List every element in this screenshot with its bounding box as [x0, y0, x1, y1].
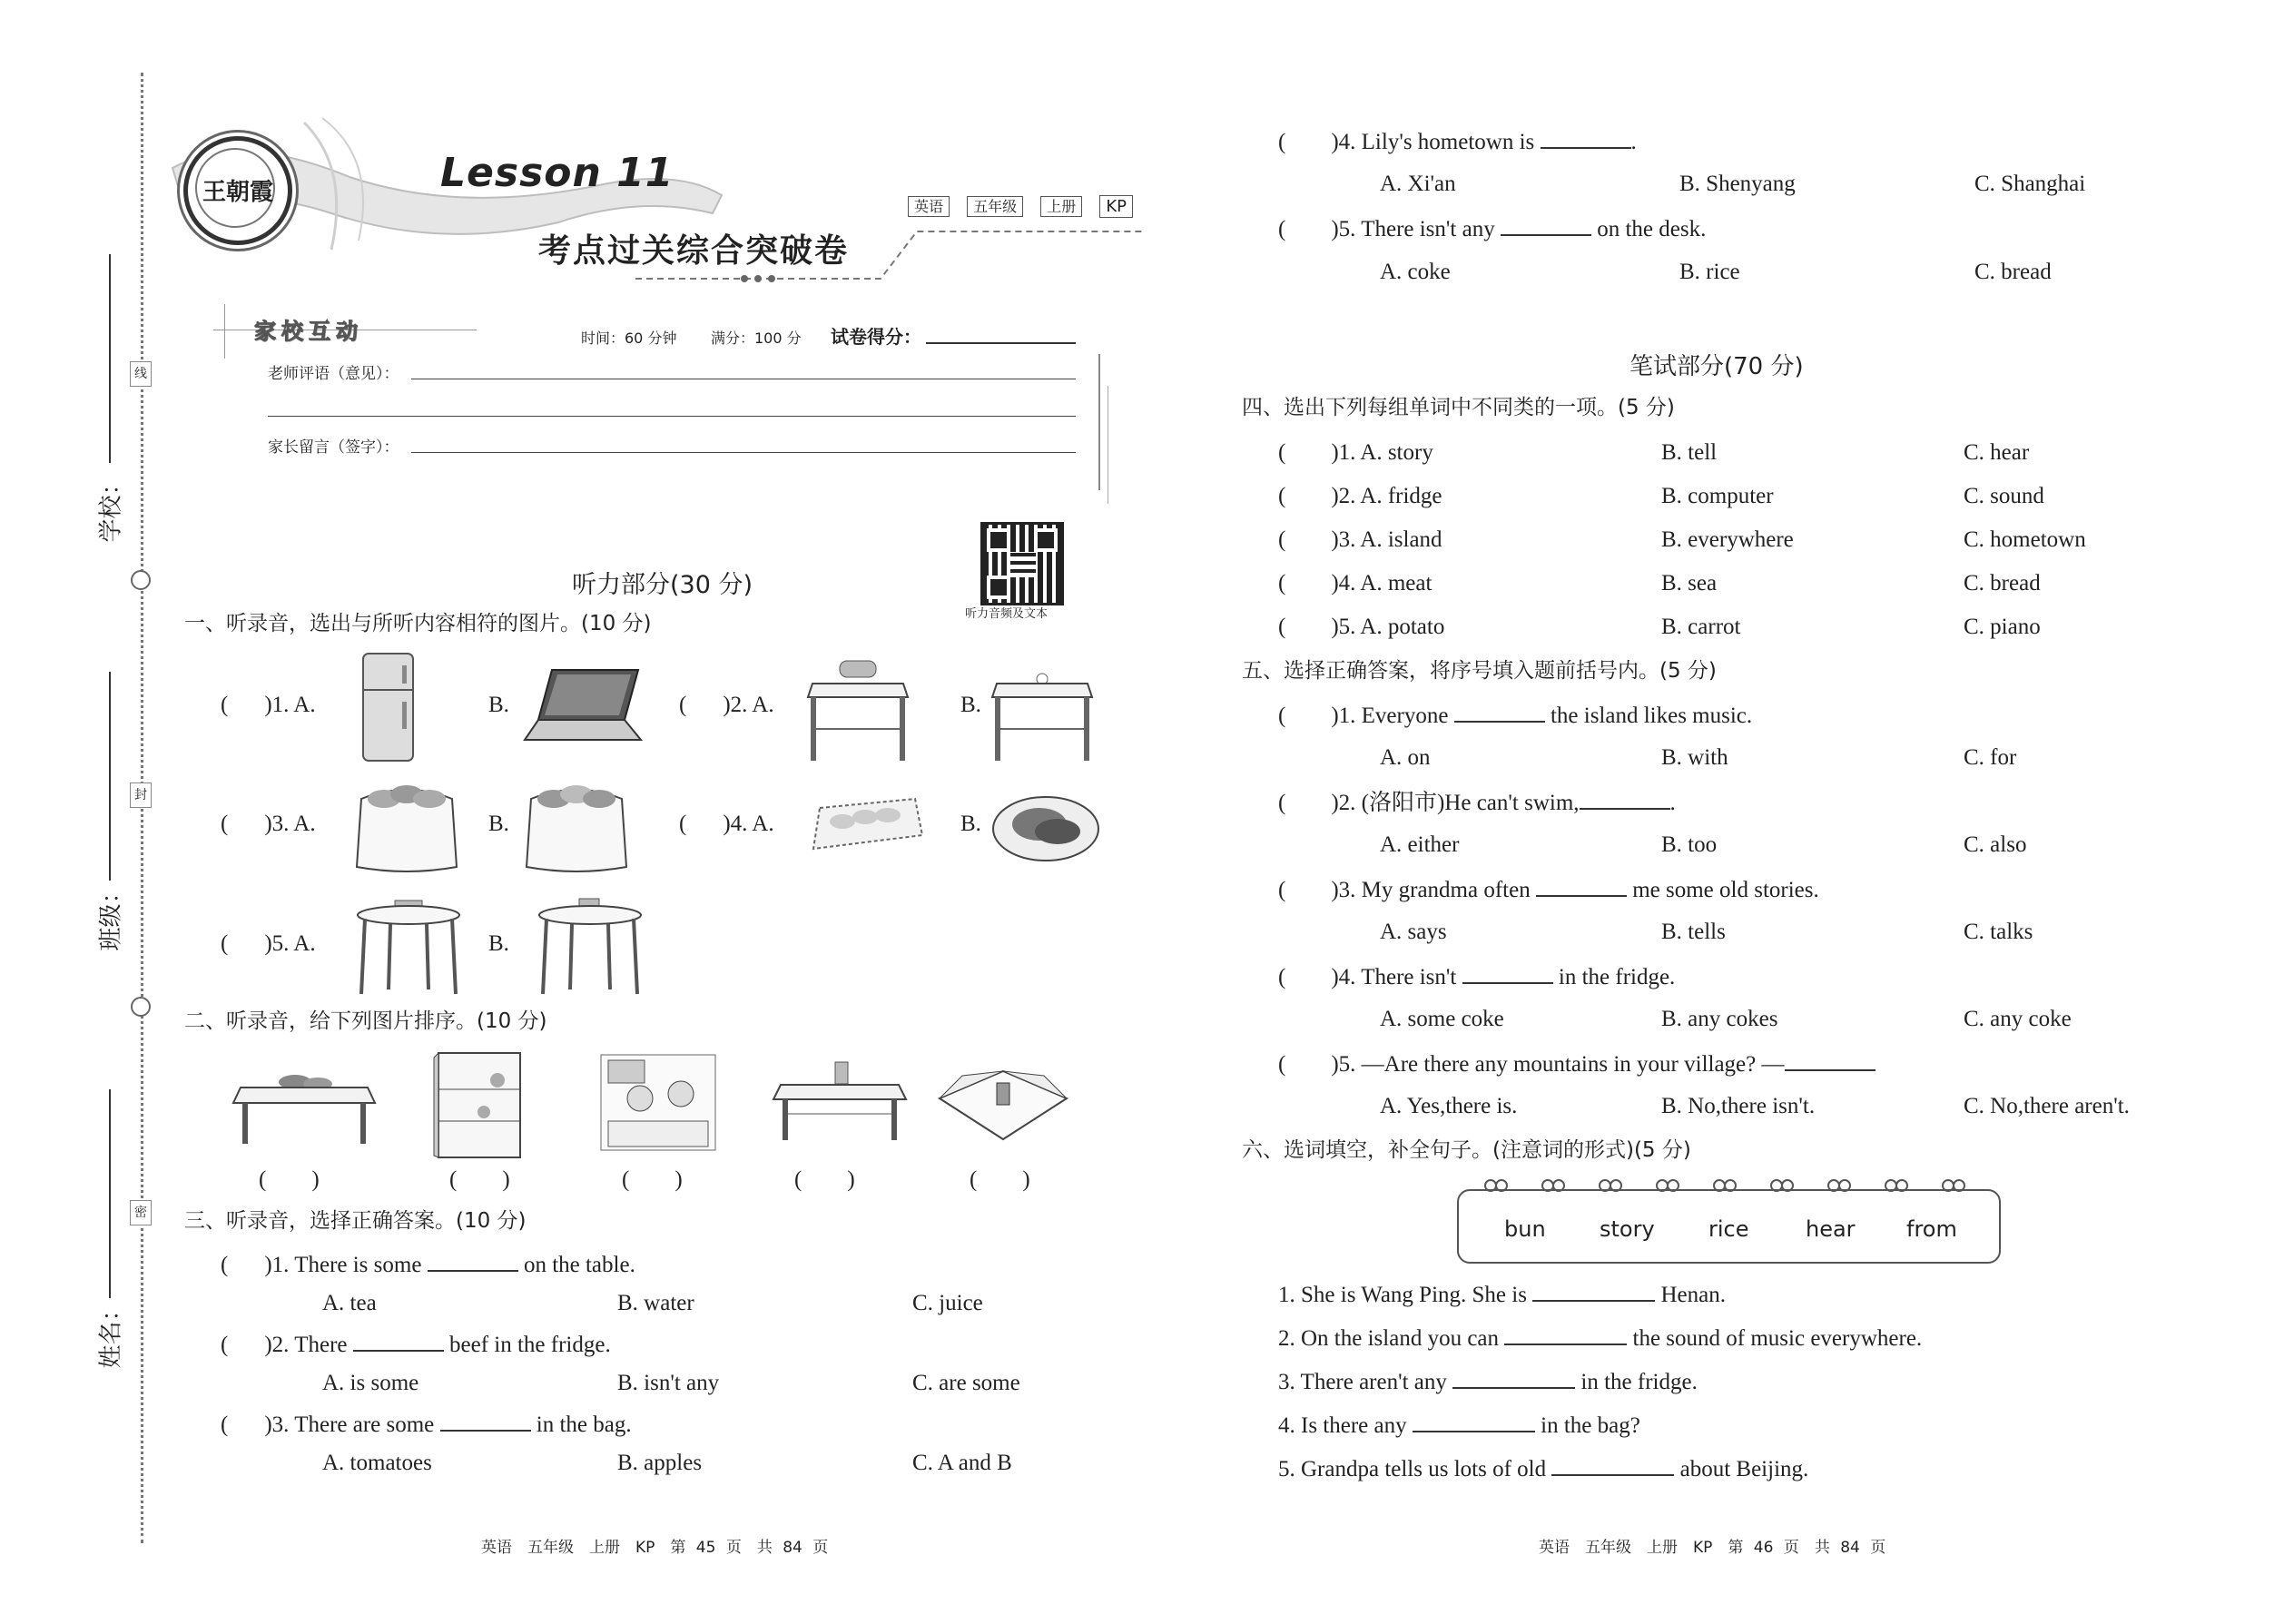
- s3-q5-option-a: A. coke: [1380, 260, 1451, 284]
- s2-picture-table-with-bottle: [772, 1058, 908, 1148]
- parent-comment-label: 家长留言（签字）：: [268, 438, 399, 457]
- s3-q5-option-b: B. rice: [1679, 260, 1740, 284]
- listening-title: 听力部分(30 分): [572, 571, 753, 599]
- written-title: 笔试部分(70 分): [1629, 353, 1804, 380]
- s1-q2-number: ( )2. A.: [679, 693, 774, 717]
- word-bank: [1457, 1189, 2001, 1264]
- empty-table-picture: [988, 656, 1097, 765]
- box-rule-right: [1098, 354, 1100, 490]
- answer-blank[interactable]: [1536, 875, 1627, 897]
- section-2-title: 二、听录音，给下列图片排序。(10 分): [184, 1009, 547, 1033]
- s3-q4-option-b: B. Shenyang: [1679, 172, 1796, 196]
- s4-q5: ( )5. A. potato: [1278, 615, 1445, 639]
- qr-code[interactable]: [980, 522, 1064, 605]
- s3-q2-option-c: C. are some: [912, 1371, 1020, 1395]
- s3-q1-option-a: A. tea: [322, 1291, 377, 1315]
- s5-q3-option-a: A. says: [1380, 920, 1447, 944]
- s1-q5-b-label: B.: [488, 931, 509, 956]
- class-field: [73, 672, 145, 962]
- answer-blank[interactable]: [1454, 701, 1545, 723]
- class-label: 班级：: [97, 880, 125, 951]
- s4-q3-option-c: C. hometown: [1964, 527, 2086, 552]
- score-label: 试卷得分：: [831, 326, 921, 348]
- s2-answer-5[interactable]: ( ): [970, 1167, 1030, 1192]
- s4-q2: ( )2. A. fridge: [1278, 484, 1442, 508]
- s3-q1: ( )1. There is some on the table.: [221, 1250, 635, 1279]
- school-field: [73, 254, 145, 563]
- answer-blank[interactable]: [1551, 1454, 1674, 1476]
- s5-q4: ( )4. There isn't in the fridge.: [1278, 962, 1675, 991]
- s1-q3-number: ( )3. A.: [221, 812, 316, 836]
- word-story: story: [1600, 1216, 1655, 1242]
- s1-q4-number: ( )4. A.: [679, 812, 774, 836]
- home-school-box: [213, 304, 1135, 504]
- s1-q1-number: ( )1. A.: [221, 693, 316, 717]
- footer-right: 英语 五年级 上册 KP 第 46 页 共 84 页: [1539, 1539, 1886, 1557]
- s4-q1: ( )1. A. story: [1278, 440, 1433, 465]
- section-3-title: 三、听录音，选择正确答案。(10 分): [184, 1209, 527, 1233]
- fridge-picture: [359, 652, 422, 765]
- s5-q3-option-b: B. tells: [1661, 920, 1726, 944]
- word-hear: hear: [1806, 1216, 1856, 1242]
- answer-blank[interactable]: [1504, 1324, 1627, 1345]
- s4-q4-option-b: B. sea: [1661, 571, 1718, 595]
- s5-q1-option-b: B. with: [1661, 745, 1728, 770]
- name-label: 姓名：: [97, 1297, 125, 1369]
- s5-q2-option-a: A. either: [1380, 832, 1460, 857]
- s2-picture-open-box: [935, 1058, 1071, 1148]
- table-with-bowl-picture: [803, 656, 912, 765]
- seal-box-2: 封: [130, 782, 152, 808]
- seal-box-3: 密: [130, 1200, 152, 1225]
- meta-tag: KP: [1099, 195, 1133, 218]
- section-6-title: 六、选词填空，补全句子。(注意词的形式)(5 分): [1242, 1138, 1691, 1162]
- s4-q3-option-b: B. everywhere: [1661, 527, 1794, 552]
- s3-q3-option-c: C. A and B: [912, 1451, 1012, 1475]
- footer-left: 英语 五年级 上册 KP 第 45 页 共 84 页: [481, 1539, 829, 1557]
- s2-answer-3[interactable]: ( ): [622, 1167, 683, 1192]
- section-5-title: 五、选择正确答案，将序号填入题前括号内。(5 分): [1242, 659, 1717, 683]
- binding-hole-1: [131, 570, 151, 590]
- bag-of-potatoes-picture-a: [352, 781, 461, 876]
- s5-q2-option-b: B. too: [1661, 832, 1718, 857]
- s3-q3-option-a: A. tomatoes: [322, 1451, 432, 1475]
- s4-q5-option-c: C. piano: [1964, 615, 2041, 639]
- teacher-comment-label: 老师评语（意见）：: [268, 365, 399, 383]
- s4-q1-option-b: B. tell: [1661, 440, 1718, 465]
- s3-q1-option-b: B. water: [617, 1291, 694, 1315]
- s5-q3: ( )3. My grandma often me some old stories.: [1278, 875, 1819, 904]
- meta-tag: 五年级: [967, 196, 1023, 217]
- subtitle-dashed-rule: [635, 222, 1180, 286]
- s3-q4: ( )4. Lily's hometown is .: [1278, 127, 1637, 156]
- s1-q5-number: ( )5. A.: [221, 931, 316, 956]
- s5-q4-option-a: A. some coke: [1380, 1007, 1504, 1031]
- tray-of-dumplings-picture: [806, 790, 924, 858]
- qr-pattern: [1010, 552, 1036, 577]
- score-total: 满分：100 分: [711, 330, 802, 347]
- s3-q2-option-a: A. is some: [322, 1371, 419, 1395]
- word-bank-rings: [1482, 1178, 1990, 1200]
- s3-q5: ( )5. There isn't any on the desk.: [1278, 214, 1706, 243]
- s2-answer-2[interactable]: ( ): [449, 1167, 510, 1192]
- s5-q1-option-c: C. for: [1964, 745, 2017, 770]
- s3-q3: ( )3. There are some in the bag.: [221, 1410, 632, 1439]
- answer-blank[interactable]: [1452, 1367, 1575, 1389]
- school-underline: [109, 254, 111, 463]
- laptop-picture: [525, 665, 643, 747]
- plate-of-meat-picture: [989, 788, 1103, 865]
- s1-q1-b-label: B.: [488, 693, 509, 717]
- word-bun: bun: [1504, 1216, 1546, 1242]
- parent-comment-line: [411, 452, 1076, 453]
- s3-q4-option-c: C. Shanghai: [1974, 172, 2086, 196]
- s6-sentence-1: 1. She is Wang Ping. She is Henan.: [1278, 1280, 1726, 1309]
- answer-blank[interactable]: [1785, 1049, 1876, 1071]
- name-underline: [109, 1089, 111, 1298]
- section-1-title: 一、听录音，选出与所听内容相符的图片。(10 分): [184, 612, 652, 635]
- s3-q4-option-a: A. Xi'an: [1380, 172, 1456, 196]
- binding-hole-2: [131, 997, 151, 1017]
- answer-blank[interactable]: [1541, 127, 1631, 149]
- time-label: 时间：60 分钟: [581, 330, 677, 347]
- round-table-picture-a: [354, 899, 463, 999]
- s4-q2-option-b: B. computer: [1661, 484, 1774, 508]
- s2-picture-open-fridge: [434, 1048, 529, 1162]
- s4-q4-option-c: C. bread: [1964, 571, 2041, 595]
- s4-q4: ( )4. A. meat: [1278, 571, 1433, 595]
- s6-sentence-2: 2. On the island you can the sound of music everywhere.: [1278, 1324, 1922, 1353]
- school-label: 学校：: [97, 471, 125, 543]
- s3-q2-option-b: B. isn't any: [617, 1371, 720, 1395]
- s5-q5: ( )5. —Are there any mountains in your village? —: [1278, 1049, 1876, 1078]
- s5-q1: ( )1. Everyone the island likes music.: [1278, 701, 1752, 730]
- section-4-title: 四、选出下列每组单词中不同类的一项。(5 分): [1242, 396, 1675, 419]
- round-table-picture-b: [536, 899, 645, 999]
- answer-blank[interactable]: [428, 1250, 518, 1272]
- seal-box-1: 线: [130, 361, 152, 387]
- s5-q1-option-a: A. on: [1380, 745, 1431, 770]
- s5-q2: ( )2. (洛阳市)He can't swim, .: [1278, 788, 1676, 817]
- qr-finder-tr: [1034, 528, 1058, 552]
- meta-tag: 英语: [908, 196, 950, 217]
- s4-q3: ( )3. A. island: [1278, 527, 1442, 552]
- name-field: [73, 1089, 145, 1380]
- home-school-title: 家校互动: [254, 319, 363, 344]
- answer-blank[interactable]: [1413, 1411, 1535, 1432]
- score-line: [926, 342, 1076, 344]
- s5-q5-option-c: C. No,there aren't.: [1964, 1094, 2130, 1118]
- s1-q2-b-label: B.: [960, 693, 981, 717]
- answer-blank[interactable]: [440, 1410, 531, 1432]
- paper-subtitle: 考点过关综合突破卷: [538, 232, 850, 270]
- brand-logo: [183, 136, 292, 245]
- box-rule-left: [224, 304, 225, 359]
- answer-blank[interactable]: [1580, 788, 1670, 810]
- class-underline: [109, 672, 111, 881]
- s4-q2-option-c: C. sound: [1964, 484, 2044, 508]
- s5-q5-option-b: B. No,there isn't.: [1661, 1094, 1816, 1118]
- s5-q5-option-a: A. Yes,there is.: [1380, 1094, 1518, 1118]
- s5-q2-option-c: C. also: [1964, 832, 2027, 857]
- s2-answer-4[interactable]: ( ): [794, 1167, 855, 1192]
- s6-sentence-4: 4. Is there any in the bag?: [1278, 1411, 1640, 1440]
- s2-picture-kids-in-kitchen: [599, 1053, 717, 1153]
- answer-blank[interactable]: [1501, 214, 1591, 236]
- qr-finder-tl: [987, 528, 1010, 552]
- s1-q3-b-label: B.: [488, 812, 509, 836]
- logo-text: 王朝霞: [202, 179, 273, 206]
- s3-q3-option-b: B. apples: [617, 1451, 703, 1475]
- qr-caption: 听力音频及文本: [965, 607, 1049, 621]
- s6-sentence-5: 5. Grandpa tells us lots of old about Beijing.: [1278, 1454, 1808, 1483]
- s4-q1-option-c: C. hear: [1964, 440, 2030, 465]
- word-rice: rice: [1708, 1216, 1749, 1242]
- lesson-title: Lesson 11: [440, 150, 674, 196]
- s5-q4-option-c: C. any coke: [1964, 1007, 2072, 1031]
- s3-q1-option-c: C. juice: [912, 1291, 983, 1315]
- s6-sentence-3: 3. There aren't any in the fridge.: [1278, 1367, 1698, 1396]
- answer-blank[interactable]: [1462, 962, 1553, 984]
- teacher-comment-line-2: [268, 416, 1076, 417]
- s3-q5-option-c: C. bread: [1974, 260, 2052, 284]
- s1-q4-b-label: B.: [960, 812, 981, 836]
- answer-blank[interactable]: [1532, 1280, 1655, 1302]
- s2-answer-1[interactable]: ( ): [259, 1167, 320, 1192]
- bag-of-potatoes-picture-b: [522, 781, 631, 876]
- meta-tags: [908, 195, 1133, 216]
- meta-tag: 上册: [1040, 196, 1082, 217]
- s3-q2: ( )2. There beef in the fridge.: [221, 1330, 611, 1359]
- s4-q5-option-b: B. carrot: [1661, 615, 1741, 639]
- s5-q3-option-c: C. talks: [1964, 920, 2033, 944]
- s2-picture-table-with-food: [231, 1062, 377, 1148]
- answer-blank[interactable]: [353, 1330, 444, 1352]
- word-from: from: [1906, 1216, 1957, 1242]
- qr-finder-bl: [987, 576, 1010, 599]
- s5-q4-option-b: B. any cokes: [1661, 1007, 1778, 1031]
